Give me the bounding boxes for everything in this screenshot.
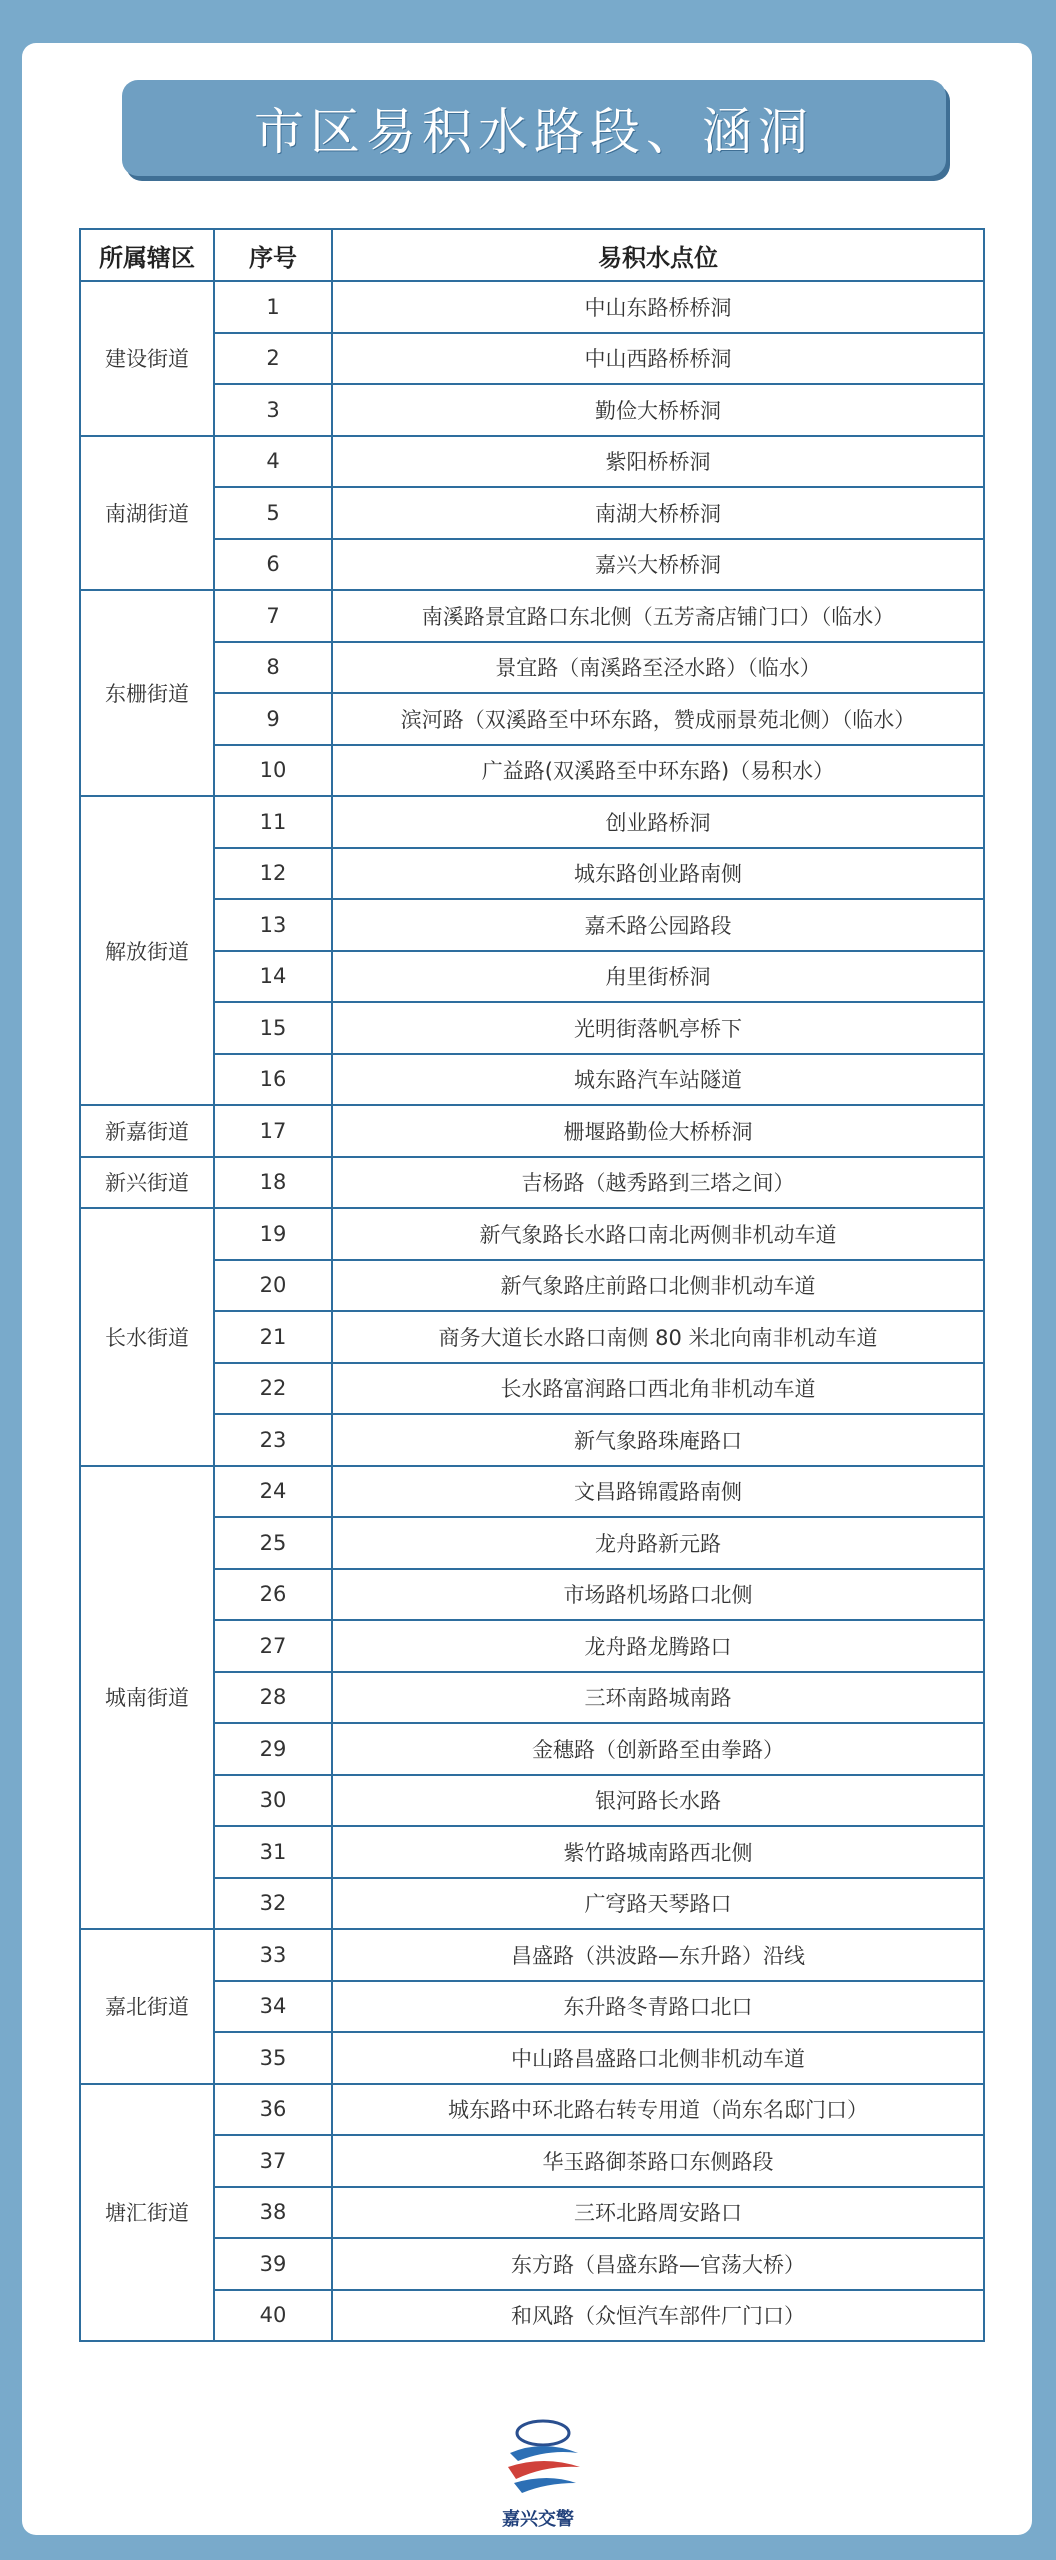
table-row	[80, 2032, 984, 2084]
table-row	[80, 1260, 984, 1312]
number-cell: 23	[214, 1414, 332, 1466]
spot-cell: 滨河路（双溪路至中环东路，赞成丽景苑北侧）（临水）	[332, 693, 984, 745]
number-cell: 5	[214, 487, 332, 539]
table-row	[80, 1620, 984, 1672]
spot-cell: 中山路昌盛路口北侧非机动车道	[332, 2032, 984, 2084]
jiaxing-traffic-police-logo-icon	[488, 2395, 598, 2505]
spot-cell: 金穗路（创新路至由拳路）	[332, 1723, 984, 1775]
spot-cell: 龙舟路龙腾路口	[332, 1620, 984, 1672]
spot-cell: 嘉禾路公园路段	[332, 899, 984, 951]
district-cell: 建设街道	[80, 281, 214, 436]
footer-logo-text: 嘉兴交警	[502, 2509, 574, 2530]
table-row	[80, 1002, 984, 1054]
header-number: 序号	[214, 229, 332, 281]
district-cell: 解放街道	[80, 796, 214, 1105]
spot-cell: 光明街落帆亭桥下	[332, 1002, 984, 1054]
number-cell: 6	[214, 539, 332, 591]
table-row	[80, 745, 984, 797]
spot-cell: 东升路冬青路口北口	[332, 1981, 984, 2033]
number-cell: 40	[214, 2290, 332, 2342]
spot-cell: 银河路长水路	[332, 1775, 984, 1827]
page-title: 市区易积水路段、涵洞	[254, 103, 814, 161]
spot-cell: 龙舟路新元路	[332, 1517, 984, 1569]
number-cell: 10	[214, 745, 332, 797]
spot-cell: 三环北路周安路口	[332, 2187, 984, 2239]
table-row	[80, 1466, 984, 1518]
number-cell: 25	[214, 1517, 332, 1569]
spot-cell: 勤俭大桥桥洞	[332, 384, 984, 436]
table-row	[80, 1826, 984, 1878]
number-cell: 7	[214, 590, 332, 642]
table-row	[80, 642, 984, 694]
table-row	[80, 1414, 984, 1466]
number-cell: 29	[214, 1723, 332, 1775]
table-row	[80, 1878, 984, 1930]
table-row	[80, 333, 984, 385]
number-cell: 2	[214, 333, 332, 385]
table-row	[80, 1672, 984, 1724]
table-row	[80, 1981, 984, 2033]
spot-cell: 商务大道长水路口南侧 80 米北向南非机动车道	[332, 1311, 984, 1363]
spot-cell: 嘉兴大桥桥洞	[332, 539, 984, 591]
spot-cell: 南溪路景宜路口东北侧（五芳斋店铺门口）（临水）	[332, 590, 984, 642]
table-row	[80, 2238, 984, 2290]
spot-cell: 中山东路桥桥洞	[332, 281, 984, 333]
number-cell: 8	[214, 642, 332, 694]
table-row	[80, 1208, 984, 1260]
header-spot: 易积水点位	[332, 229, 984, 281]
spot-cell: 昌盛路（洪波路—东升路）沿线	[332, 1929, 984, 1981]
number-cell: 19	[214, 1208, 332, 1260]
district-cell: 塘汇街道	[80, 2084, 214, 2342]
number-cell: 3	[214, 384, 332, 436]
spot-cell: 创业路桥洞	[332, 796, 984, 848]
table-row	[80, 1517, 984, 1569]
number-cell: 26	[214, 1569, 332, 1621]
number-cell: 32	[214, 1878, 332, 1930]
number-cell: 36	[214, 2084, 332, 2136]
spot-cell: 紫阳桥桥洞	[332, 436, 984, 488]
spot-cell: 城东路创业路南侧	[332, 848, 984, 900]
number-cell: 15	[214, 1002, 332, 1054]
table-row	[80, 2084, 984, 2136]
table-row	[80, 1569, 984, 1621]
table-row	[80, 899, 984, 951]
number-cell: 39	[214, 2238, 332, 2290]
spot-cell: 新气象路长水路口南北两侧非机动车道	[332, 1208, 984, 1260]
district-cell: 南湖街道	[80, 436, 214, 591]
title-banner	[122, 80, 946, 176]
table-row	[80, 1363, 984, 1415]
number-cell: 31	[214, 1826, 332, 1878]
table-row	[80, 848, 984, 900]
table-row	[80, 1311, 984, 1363]
spot-cell: 甪里街桥洞	[332, 951, 984, 1003]
spot-cell: 吉杨路（越秀路到三塔之间）	[332, 1157, 984, 1209]
number-cell: 22	[214, 1363, 332, 1415]
spot-cell: 城东路汽车站隧道	[332, 1054, 984, 1106]
spot-cell: 新气象路庄前路口北侧非机动车道	[332, 1260, 984, 1312]
spot-cell: 华玉路御茶路口东侧路段	[332, 2135, 984, 2187]
spot-cell: 长水路富润路口西北角非机动车道	[332, 1363, 984, 1415]
number-cell: 27	[214, 1620, 332, 1672]
spot-cell: 东方路（昌盛东路—官荡大桥）	[332, 2238, 984, 2290]
spot-cell: 广穹路天琴路口	[332, 1878, 984, 1930]
number-cell: 24	[214, 1466, 332, 1518]
number-cell: 18	[214, 1157, 332, 1209]
table-row	[80, 796, 984, 848]
number-cell: 9	[214, 693, 332, 745]
table-row	[80, 693, 984, 745]
number-cell: 35	[214, 2032, 332, 2084]
table-body	[80, 281, 984, 2341]
district-cell: 嘉北街道	[80, 1929, 214, 2084]
district-cell: 新兴街道	[80, 1157, 214, 1209]
waterlogging-table	[79, 228, 985, 2342]
table-row	[80, 384, 984, 436]
number-cell: 4	[214, 436, 332, 488]
table-row	[80, 590, 984, 642]
spot-cell: 景宜路（南溪路至泾水路）（临水）	[332, 642, 984, 694]
district-cell: 长水街道	[80, 1208, 214, 1466]
number-cell: 12	[214, 848, 332, 900]
table-row	[80, 487, 984, 539]
number-cell: 14	[214, 951, 332, 1003]
table-row	[80, 2290, 984, 2342]
number-cell: 1	[214, 281, 332, 333]
spot-cell: 南湖大桥桥洞	[332, 487, 984, 539]
spot-cell: 紫竹路城南路西北侧	[332, 1826, 984, 1878]
spot-cell: 广益路(双溪路至中环东路)（易积水）	[332, 745, 984, 797]
spot-cell: 和风路（众恒汽车部件厂门口）	[332, 2290, 984, 2342]
header-district: 所属辖区	[80, 229, 214, 281]
number-cell: 28	[214, 1672, 332, 1724]
spot-cell: 城东路中环北路右转专用道（尚东名邸门口）	[332, 2084, 984, 2136]
spot-cell: 中山西路桥桥洞	[332, 333, 984, 385]
table-row	[80, 436, 984, 488]
table-row	[80, 281, 984, 333]
table-row	[80, 1157, 984, 1209]
number-cell: 38	[214, 2187, 332, 2239]
table-row	[80, 2135, 984, 2187]
number-cell: 37	[214, 2135, 332, 2187]
number-cell: 34	[214, 1981, 332, 2033]
table-row	[80, 1105, 984, 1157]
spot-cell: 市场路机场路口北侧	[332, 1569, 984, 1621]
spot-cell: 文昌路锦霞路南侧	[332, 1466, 984, 1518]
number-cell: 20	[214, 1260, 332, 1312]
number-cell: 17	[214, 1105, 332, 1157]
number-cell: 21	[214, 1311, 332, 1363]
district-cell: 城南街道	[80, 1466, 214, 1930]
table-row	[80, 539, 984, 591]
district-cell: 东栅街道	[80, 590, 214, 796]
number-cell: 33	[214, 1929, 332, 1981]
table-row	[80, 1723, 984, 1775]
number-cell: 11	[214, 796, 332, 848]
number-cell: 30	[214, 1775, 332, 1827]
number-cell: 16	[214, 1054, 332, 1106]
table-row	[80, 1929, 984, 1981]
table-row	[80, 2187, 984, 2239]
spot-cell: 三环南路城南路	[332, 1672, 984, 1724]
number-cell: 13	[214, 899, 332, 951]
table-row	[80, 951, 984, 1003]
table-row	[80, 1054, 984, 1106]
district-cell: 新嘉街道	[80, 1105, 214, 1157]
table-row	[80, 1775, 984, 1827]
table-header-row	[80, 229, 984, 281]
spot-cell: 栅堰路勤俭大桥桥洞	[332, 1105, 984, 1157]
spot-cell: 新气象路珠庵路口	[332, 1414, 984, 1466]
